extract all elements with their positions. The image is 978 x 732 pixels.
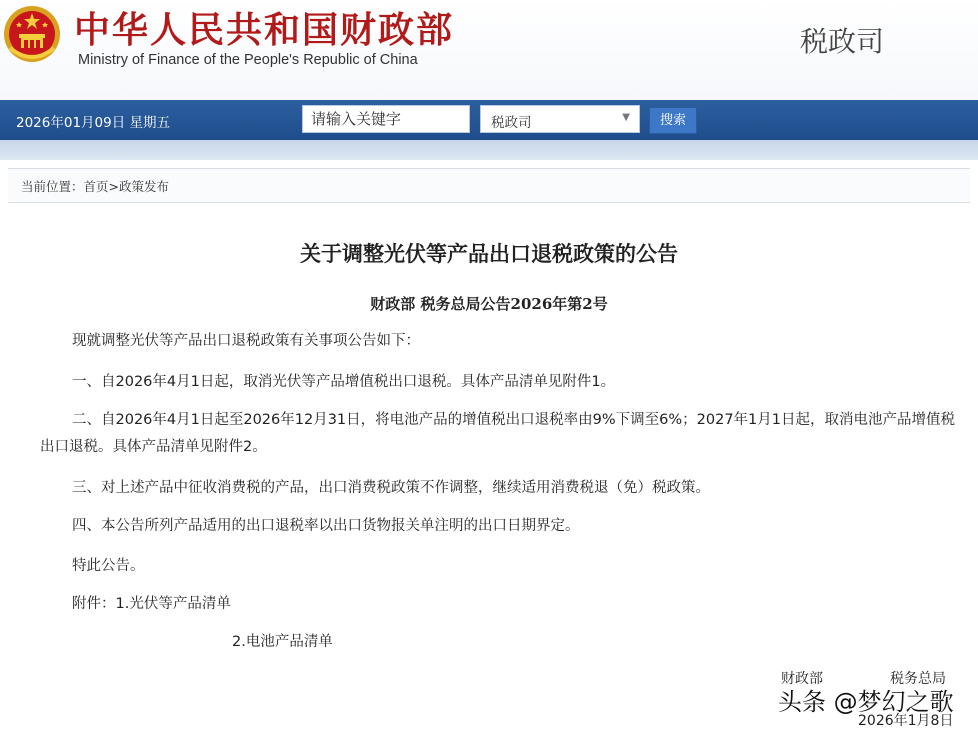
breadcrumb-separator: >	[108, 179, 120, 194]
search-button[interactable]: 搜索	[649, 107, 697, 134]
nav-bar	[0, 100, 978, 140]
article-item-1: 一、自2026年4月1日起，取消光伏等产品增值税出口退税。具体产品清单见附件1。	[72, 374, 616, 390]
breadcrumb-bar	[8, 168, 970, 203]
article-closing: 特此公告。	[72, 558, 145, 574]
search-input[interactable]	[302, 105, 470, 133]
breadcrumb-home-link[interactable]: 首页	[83, 179, 109, 194]
article-intro: 现就调整光伏等产品出口退税政策有关事项公告如下：	[72, 333, 420, 349]
national-emblem-icon	[2, 4, 62, 66]
department-select[interactable]	[480, 105, 640, 133]
breadcrumb	[21, 177, 169, 195]
site-title-en: Ministry of Finance of the People's Republic of China	[78, 52, 418, 68]
article-item-2: 二、自2026年4月1日起至2026年12月31日，将电池产品的增值税出口退税率由9%下调至6%；2027年1月1日起，取消电池产品增值税出口退税。具体产品清单见附件2。	[40, 412, 956, 455]
signer-sat: 税务总局	[890, 671, 946, 687]
article-number: 财政部 税务总局公告2026年第2号	[370, 295, 608, 313]
attachment-1-link[interactable]: 附件：1.光伏等产品清单	[72, 596, 231, 612]
banner-strip	[0, 140, 978, 160]
watermark: 头条 @梦幻之歌	[778, 688, 954, 716]
article-title: 关于调整光伏等产品出口退税政策的公告	[300, 242, 678, 266]
signature-date: 2026年1月8日	[858, 713, 954, 729]
article-item-3: 三、对上述产品中征收消费税的产品，出口消费税政策不作调整，继续适用消费税退（免）税政策。	[72, 480, 710, 496]
article-item-4: 四、本公告所列产品适用的出口退税率以出口货物报关单注明的出口日期界定。	[72, 518, 580, 534]
signer-mof: 财政部	[781, 671, 823, 687]
current-date: 2026年01月09日 星期五	[16, 115, 171, 131]
breadcrumb-prefix: 当前位置：	[21, 179, 84, 194]
department-name: 税政司	[800, 25, 885, 58]
attachment-2-link[interactable]: 2.电池产品清单	[232, 634, 333, 650]
breadcrumb-current-link[interactable]: 政策发布	[119, 179, 170, 194]
chevron-down-icon: ▼	[622, 112, 630, 123]
site-header	[0, 0, 978, 100]
site-title-cn[interactable]: 中华人民共和国财政部	[74, 10, 455, 51]
select-value: 税政司	[491, 115, 532, 131]
